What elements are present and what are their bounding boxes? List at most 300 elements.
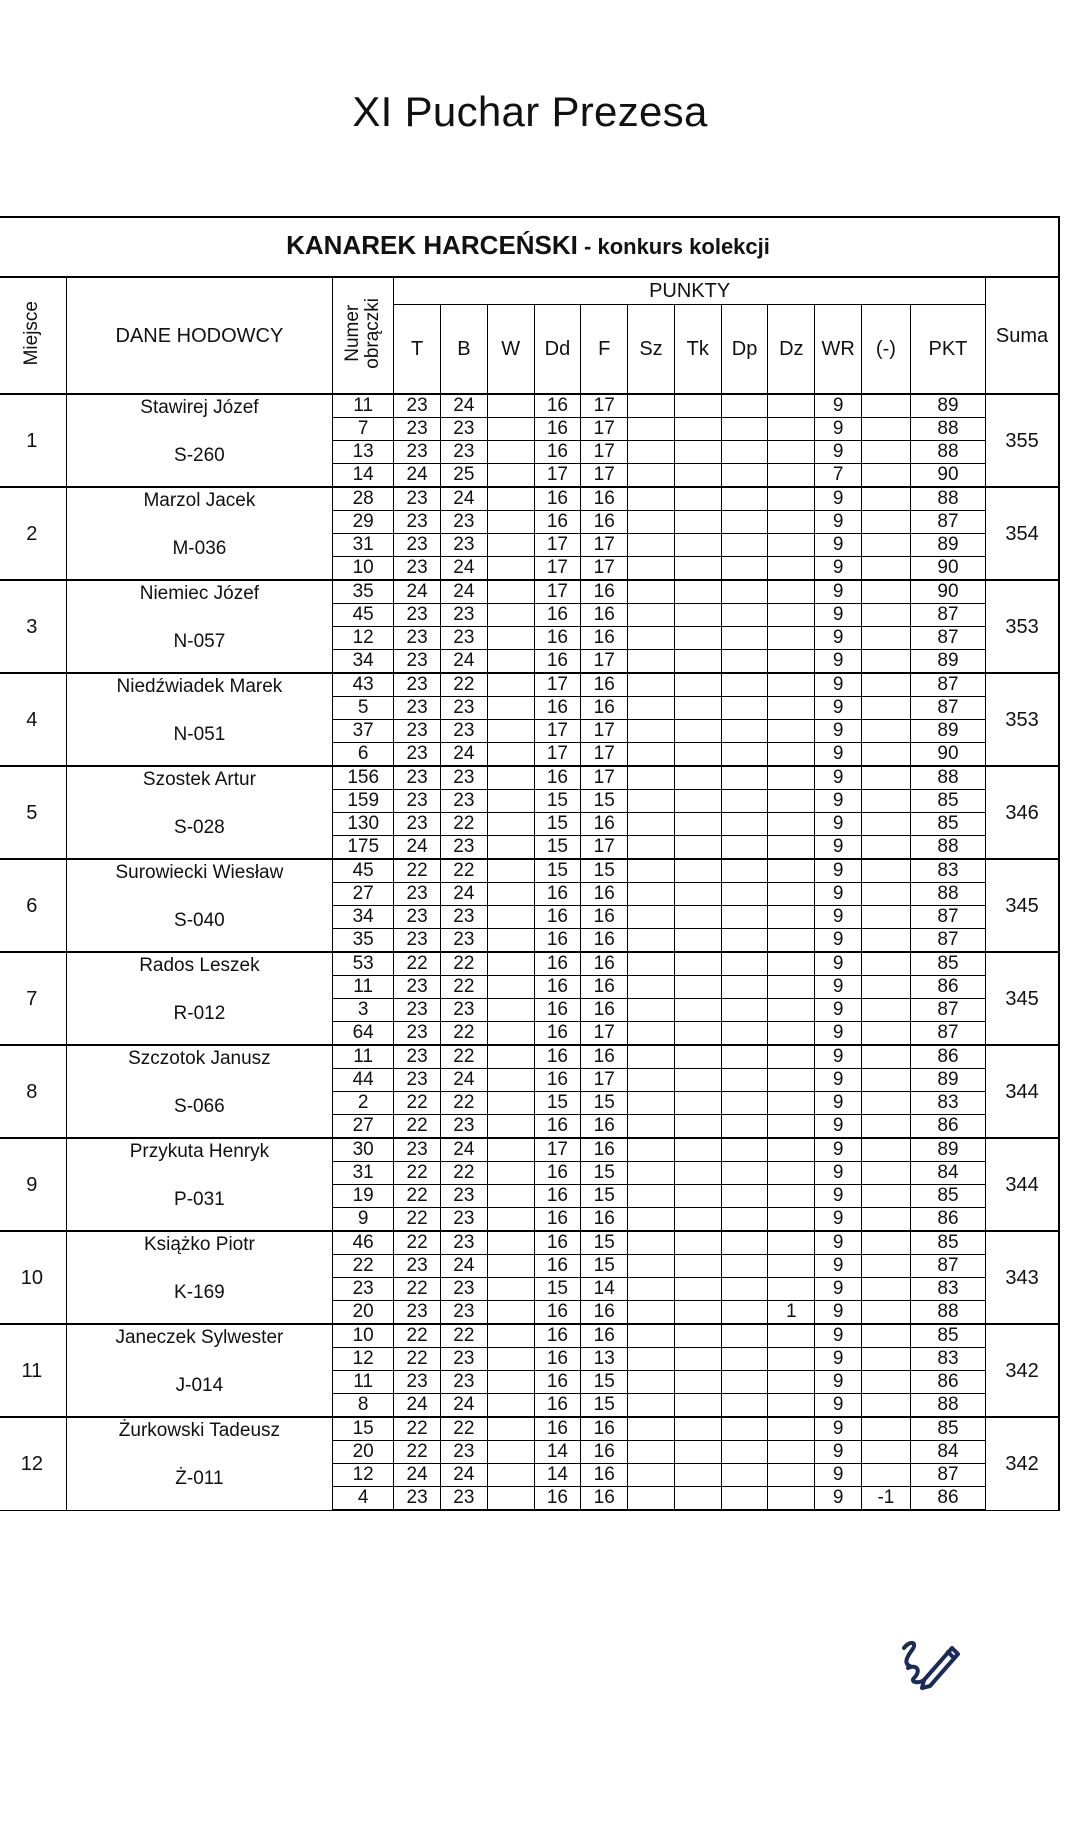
table-row: [0, 394, 1059, 418]
table-row: [0, 673, 1059, 697]
score-cell: [674, 1115, 721, 1139]
score-cell: 15: [534, 1092, 581, 1115]
score-cell: 17: [581, 1069, 628, 1092]
score-cell: [674, 604, 721, 627]
score-cell: [628, 1185, 675, 1208]
ring-number-cell: 35: [333, 929, 394, 953]
score-cell: [487, 1069, 534, 1092]
place-cell: 12: [0, 1417, 66, 1510]
score-cell: 23: [394, 906, 441, 929]
score-cell: [862, 999, 911, 1022]
ring-number-cell: 34: [333, 906, 394, 929]
sum-cell: 342: [986, 1324, 1059, 1417]
score-cell: 16: [534, 627, 581, 650]
place-cell: 9: [0, 1138, 66, 1231]
score-cell: [721, 557, 768, 581]
score-cell: [628, 743, 675, 767]
score-cell: 83: [910, 1278, 985, 1301]
score-cell: 9: [815, 976, 862, 999]
score-cell: 16: [534, 1231, 581, 1255]
score-cell: 89: [910, 534, 985, 557]
score-cell: [628, 441, 675, 464]
score-cell: 23: [394, 720, 441, 743]
score-cell: [721, 1185, 768, 1208]
score-cell: [487, 790, 534, 813]
score-cell: [862, 929, 911, 953]
score-cell: [674, 999, 721, 1022]
score-cell: [628, 1371, 675, 1394]
score-cell: 9: [815, 1278, 862, 1301]
score-cell: 9: [815, 1022, 862, 1046]
score-cell: [721, 906, 768, 929]
table-caption: [0, 217, 1059, 277]
score-cell: 9: [815, 1092, 862, 1115]
score-cell: [721, 1324, 768, 1348]
breeder-name: Żurkowski Tadeusz: [118, 1420, 281, 1441]
breeder-name: Rados Leszek: [139, 955, 260, 976]
score-cell: 86: [910, 1115, 985, 1139]
score-cell: [768, 464, 815, 488]
score-cell: [862, 1138, 911, 1162]
breeder-name: Stawirej Józef: [140, 397, 259, 418]
score-cell: [628, 1324, 675, 1348]
score-cell: [721, 743, 768, 767]
score-cell: 23: [440, 697, 487, 720]
ring-number-cell: 6: [333, 743, 394, 767]
breeder-cell: [66, 1045, 333, 1138]
score-cell: 23: [440, 511, 487, 534]
score-cell: 23: [394, 1045, 441, 1069]
score-cell: [487, 1464, 534, 1487]
score-cell: 9: [815, 859, 862, 883]
score-cell: 23: [440, 627, 487, 650]
score-cell: 24: [440, 650, 487, 674]
ring-number-cell: 35: [333, 580, 394, 604]
score-cell: 9: [815, 790, 862, 813]
score-cell: 24: [394, 580, 441, 604]
score-cell: 9: [815, 1208, 862, 1232]
score-cell: 16: [581, 1324, 628, 1348]
score-cell: 87: [910, 673, 985, 697]
score-cell: 16: [581, 1115, 628, 1139]
score-cell: 86: [910, 976, 985, 999]
score-cell: [768, 534, 815, 557]
score-cell: [721, 790, 768, 813]
score-cell: [628, 534, 675, 557]
score-cell: [674, 464, 721, 488]
score-cell: [862, 883, 911, 906]
score-cell: [674, 557, 721, 581]
score-cell: 9: [815, 1394, 862, 1418]
score-cell: [628, 394, 675, 418]
score-cell: [768, 1092, 815, 1115]
table-row: [0, 1324, 1059, 1348]
score-cell: 17: [581, 650, 628, 674]
score-cell: [721, 650, 768, 674]
score-cell: 9: [815, 836, 862, 860]
table-row: [0, 1231, 1059, 1255]
score-cell: [628, 720, 675, 743]
score-cell: 16: [581, 883, 628, 906]
score-cell: [674, 441, 721, 464]
score-cell: 9: [815, 1324, 862, 1348]
score-cell: 22: [394, 1324, 441, 1348]
score-cell: [862, 1185, 911, 1208]
score-cell: 14: [534, 1464, 581, 1487]
score-cell: 16: [581, 952, 628, 976]
score-cell: [674, 929, 721, 953]
place-cell: 3: [0, 580, 66, 673]
score-cell: 23: [394, 790, 441, 813]
ring-number-cell: 37: [333, 720, 394, 743]
score-cell: 23: [394, 604, 441, 627]
score-cell: 9: [815, 1231, 862, 1255]
score-cell: [674, 952, 721, 976]
score-cell: [628, 604, 675, 627]
ring-number-cell: 34: [333, 650, 394, 674]
score-cell: [487, 1441, 534, 1464]
score-cell: [628, 999, 675, 1022]
score-cell: 1: [768, 1301, 815, 1325]
sum-cell: 353: [986, 673, 1059, 766]
score-cell: [862, 627, 911, 650]
ring-number-cell: 11: [333, 394, 394, 418]
score-cell: [768, 1348, 815, 1371]
score-cell: 24: [440, 394, 487, 418]
score-cell: [487, 1022, 534, 1046]
score-cell: [674, 883, 721, 906]
score-cell: [862, 1417, 911, 1441]
header-sum: Suma: [986, 277, 1059, 394]
score-cell: [487, 906, 534, 929]
score-cell: [628, 1417, 675, 1441]
score-cell: [721, 929, 768, 953]
score-cell: [674, 487, 721, 511]
ring-number-cell: 156: [333, 766, 394, 790]
score-cell: 9: [815, 1162, 862, 1185]
score-cell: [674, 697, 721, 720]
score-cell: [768, 697, 815, 720]
score-cell: 84: [910, 1162, 985, 1185]
score-cell: 23: [394, 557, 441, 581]
score-cell: [628, 1487, 675, 1511]
score-cell: [628, 1022, 675, 1046]
score-cell: 23: [440, 1115, 487, 1139]
score-cell: [862, 1092, 911, 1115]
score-cell: [862, 464, 911, 488]
score-cell: 89: [910, 720, 985, 743]
score-cell: [862, 1464, 911, 1487]
breeder-cell: [66, 952, 333, 1045]
score-cell: 22: [440, 813, 487, 836]
score-cell: [628, 859, 675, 883]
score-cell: [721, 976, 768, 999]
score-cell: 25: [440, 464, 487, 488]
score-cell: 22: [394, 1208, 441, 1232]
score-cell: 88: [910, 418, 985, 441]
score-cell: [721, 1162, 768, 1185]
score-cell: 16: [581, 487, 628, 511]
table-row: [0, 1138, 1059, 1162]
ring-number-cell: 31: [333, 1162, 394, 1185]
ring-number-cell: 8: [333, 1394, 394, 1418]
score-cell: 9: [815, 952, 862, 976]
score-cell: [862, 534, 911, 557]
score-cell: 9: [815, 650, 862, 674]
score-cell: [721, 999, 768, 1022]
score-cell: [721, 627, 768, 650]
score-cell: 22: [394, 1417, 441, 1441]
score-cell: [674, 580, 721, 604]
score-cell: 24: [394, 836, 441, 860]
ring-number-cell: 27: [333, 1115, 394, 1139]
score-cell: [487, 1371, 534, 1394]
sum-cell: 343: [986, 1231, 1059, 1324]
header-ring-label: Numer obrączki: [342, 297, 384, 369]
header-col-0: T: [394, 305, 441, 395]
score-cell: 24: [440, 1394, 487, 1418]
score-cell: [628, 1115, 675, 1139]
breeder-cell: [66, 766, 333, 859]
score-cell: [674, 1092, 721, 1115]
score-cell: 17: [534, 557, 581, 581]
score-cell: 24: [440, 1138, 487, 1162]
score-cell: [628, 418, 675, 441]
score-cell: 90: [910, 743, 985, 767]
score-cell: [768, 604, 815, 627]
score-cell: 85: [910, 790, 985, 813]
score-cell: 9: [815, 1138, 862, 1162]
score-cell: 9: [815, 697, 862, 720]
score-cell: [768, 1115, 815, 1139]
score-cell: 23: [440, 418, 487, 441]
breeder-code: N-051: [173, 724, 226, 745]
results-table: [0, 216, 1060, 1511]
score-cell: [862, 487, 911, 511]
score-cell: [768, 418, 815, 441]
score-cell: [768, 1185, 815, 1208]
score-cell: [862, 976, 911, 999]
score-cell: [674, 1417, 721, 1441]
score-cell: 23: [394, 1138, 441, 1162]
score-cell: [487, 999, 534, 1022]
breeder-name: Szostek Artur: [142, 769, 256, 790]
header-ring: [333, 277, 394, 394]
score-cell: [862, 1231, 911, 1255]
score-cell: 85: [910, 1231, 985, 1255]
ring-number-cell: 3: [333, 999, 394, 1022]
score-cell: [721, 1022, 768, 1046]
score-cell: 23: [394, 697, 441, 720]
score-cell: [487, 1487, 534, 1511]
ring-number-cell: 7: [333, 418, 394, 441]
header-col-9: WR: [815, 305, 862, 395]
score-cell: 16: [534, 1487, 581, 1511]
score-cell: 16: [534, 883, 581, 906]
place-cell: 2: [0, 487, 66, 580]
score-cell: 16: [534, 1069, 581, 1092]
score-cell: [768, 929, 815, 953]
ring-number-cell: 29: [333, 511, 394, 534]
score-cell: 86: [910, 1487, 985, 1511]
ring-number-cell: 19: [333, 1185, 394, 1208]
ring-number-cell: 9: [333, 1208, 394, 1232]
breeder-cell: [66, 487, 333, 580]
breeder-name: Surowiecki Wiesław: [115, 862, 284, 883]
score-cell: 88: [910, 766, 985, 790]
ring-number-cell: 31: [333, 534, 394, 557]
score-cell: 16: [581, 1045, 628, 1069]
score-cell: 22: [440, 1022, 487, 1046]
score-cell: -1: [862, 1487, 911, 1511]
score-cell: [628, 627, 675, 650]
score-cell: 87: [910, 511, 985, 534]
score-cell: 17: [534, 673, 581, 697]
score-cell: [674, 906, 721, 929]
score-cell: 9: [815, 487, 862, 511]
score-cell: [487, 534, 534, 557]
score-cell: 88: [910, 1394, 985, 1418]
score-cell: 17: [581, 766, 628, 790]
score-cell: 7: [815, 464, 862, 488]
score-cell: 22: [394, 1231, 441, 1255]
sum-cell: 354: [986, 487, 1059, 580]
score-cell: [721, 1045, 768, 1069]
score-cell: 23: [394, 813, 441, 836]
score-cell: 15: [581, 790, 628, 813]
score-cell: 23: [440, 929, 487, 953]
score-cell: [674, 1487, 721, 1511]
score-cell: [674, 1022, 721, 1046]
score-cell: 83: [910, 1092, 985, 1115]
score-cell: 15: [581, 859, 628, 883]
score-cell: [862, 650, 911, 674]
score-cell: 23: [394, 627, 441, 650]
score-cell: [674, 1278, 721, 1301]
sum-cell: 345: [986, 859, 1059, 952]
score-cell: 16: [581, 580, 628, 604]
score-cell: [674, 1208, 721, 1232]
score-cell: [628, 650, 675, 674]
score-cell: [862, 1278, 911, 1301]
score-cell: 22: [440, 952, 487, 976]
ring-number-cell: 46: [333, 1231, 394, 1255]
breeder-cell: [66, 673, 333, 766]
score-cell: [674, 720, 721, 743]
score-cell: 16: [581, 511, 628, 534]
score-cell: [768, 952, 815, 976]
header-points-group: PUNKTY: [394, 277, 986, 305]
score-cell: 86: [910, 1371, 985, 1394]
ring-number-cell: 20: [333, 1441, 394, 1464]
score-cell: 23: [394, 976, 441, 999]
score-cell: 16: [581, 1138, 628, 1162]
ring-number-cell: 30: [333, 1138, 394, 1162]
breeder-name: Książko Piotr: [143, 1234, 255, 1255]
score-cell: 16: [534, 604, 581, 627]
score-cell: 17: [534, 534, 581, 557]
score-cell: 23: [394, 394, 441, 418]
score-cell: [768, 1231, 815, 1255]
score-cell: 23: [394, 650, 441, 674]
score-cell: 9: [815, 604, 862, 627]
score-cell: 16: [581, 976, 628, 999]
breeder-name: Przykuta Henryk: [129, 1141, 270, 1162]
score-cell: [721, 1301, 768, 1325]
score-cell: [721, 1092, 768, 1115]
score-cell: 16: [534, 1324, 581, 1348]
score-cell: [862, 813, 911, 836]
score-cell: 17: [534, 1138, 581, 1162]
score-cell: 16: [534, 1208, 581, 1232]
score-cell: [487, 394, 534, 418]
score-cell: 16: [534, 418, 581, 441]
score-cell: 23: [394, 1255, 441, 1278]
score-cell: 87: [910, 1464, 985, 1487]
score-cell: [487, 697, 534, 720]
score-cell: [721, 580, 768, 604]
score-cell: [721, 1115, 768, 1139]
score-cell: [721, 836, 768, 860]
ring-number-cell: 175: [333, 836, 394, 860]
score-cell: 23: [394, 1022, 441, 1046]
score-cell: [628, 1231, 675, 1255]
score-cell: [862, 1394, 911, 1418]
score-cell: [721, 697, 768, 720]
score-cell: [768, 906, 815, 929]
score-cell: 23: [394, 487, 441, 511]
score-cell: [768, 627, 815, 650]
score-cell: [768, 813, 815, 836]
score-cell: 15: [581, 1162, 628, 1185]
score-cell: [487, 813, 534, 836]
score-cell: [862, 557, 911, 581]
score-cell: 15: [534, 813, 581, 836]
page-title: XI Puchar Prezesa: [352, 88, 708, 135]
score-cell: 24: [394, 1394, 441, 1418]
score-cell: 87: [910, 999, 985, 1022]
score-cell: [487, 1045, 534, 1069]
score-cell: [862, 1115, 911, 1139]
score-cell: [487, 720, 534, 743]
score-cell: 9: [815, 766, 862, 790]
score-cell: [674, 673, 721, 697]
score-cell: 16: [534, 976, 581, 999]
score-cell: 16: [581, 906, 628, 929]
score-cell: 23: [394, 743, 441, 767]
score-cell: [721, 604, 768, 627]
score-cell: 9: [815, 929, 862, 953]
score-cell: 86: [910, 1045, 985, 1069]
score-cell: 87: [910, 627, 985, 650]
header-place-label: Miejsce: [20, 300, 42, 366]
score-cell: 17: [534, 720, 581, 743]
table-row: [0, 487, 1059, 511]
score-cell: [487, 1278, 534, 1301]
score-cell: 23: [394, 883, 441, 906]
score-cell: [628, 1278, 675, 1301]
score-cell: [862, 418, 911, 441]
score-cell: [487, 1255, 534, 1278]
score-cell: 22: [394, 1441, 441, 1464]
header-col-11: PKT: [910, 305, 985, 395]
score-cell: [674, 1394, 721, 1418]
table-row: [0, 766, 1059, 790]
caption-sub: - konkurs kolekcji: [577, 234, 770, 259]
breeder-name: Marzol Jacek: [143, 490, 256, 511]
score-cell: 15: [581, 1394, 628, 1418]
score-cell: [768, 743, 815, 767]
